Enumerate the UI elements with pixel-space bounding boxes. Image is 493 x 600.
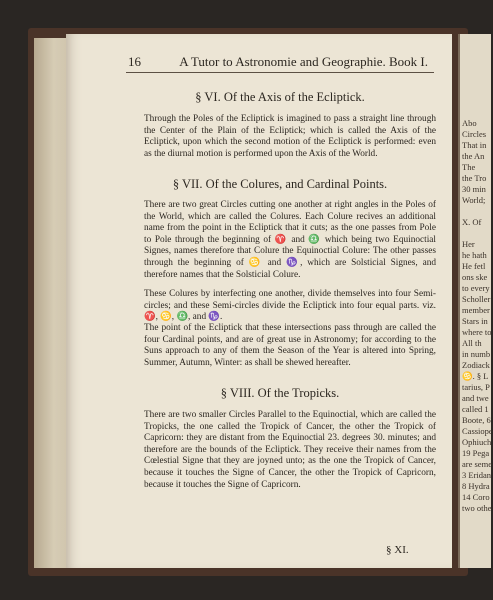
right-page-line: 8 Hydra	[462, 481, 490, 491]
right-page-line: ♋. § L	[462, 371, 489, 381]
right-page-line: 30 min	[462, 184, 486, 194]
section-heading-viii: § VIII. Of the Tropicks.	[220, 386, 340, 400]
right-page-line: called 1	[462, 404, 489, 414]
catchword: § XI.	[386, 544, 409, 556]
right-page-line	[460, 228, 491, 239]
right-page-line: Her	[462, 239, 475, 249]
section-heading-vii: § VII. Of the Colures, and Cardinal Points.	[172, 177, 388, 191]
right-page-line: he hath	[462, 250, 487, 260]
right-page-line: member	[462, 305, 490, 315]
right-page-line: Circles	[462, 129, 487, 139]
section-viii-paragraph: There are two smaller Circles Parallel to the Equinoctial, which are called the Tropicks, the one called the Tropick of Cancer, the other the Tropick of Capricorn: they are distant from the Equinoctial 23. degrees 30. minutes; and therefore are the bounds of the Ecliptick. They receive their names from the Cœlestial Signe that they are joyned unto; as the one the Tropick of Cancer, because it touches the Signe of Cancer, the other the Tropick of Capricorn, because it touches the Signe of Capricorn.	[144, 410, 436, 490]
right-page-line: two othe	[462, 503, 492, 513]
page-number: 16	[128, 54, 141, 69]
section-vii-paragraph-1: There are two great Circles cutting one another at right angles in the Poles of the World, which are called the Colures. Each Colure recives an additional name from the point in the Ecliptick that it cuts; as the one passes from Pole to Pole through the beginning of ♈ and ♎ which being two Equinoctial Signes, names therefore that Colure the Equinoctial Colure: The other passes through the beginning of ♋ and ♑, which are Solsticial Signes, and therefore names that the Solsticial Colure.	[144, 200, 436, 280]
right-page-line: Cassiope	[462, 426, 493, 436]
right-page-line	[460, 206, 491, 217]
right-page-line: where to	[462, 327, 492, 337]
right-page-line: ons ske	[462, 272, 488, 282]
right-page-edge	[458, 34, 491, 568]
right-page-line: Stars in	[462, 316, 488, 326]
right-page-line: Abo	[462, 118, 477, 128]
right-page-line: All th	[462, 338, 482, 348]
left-page	[66, 34, 452, 568]
right-page-line: and twe	[462, 393, 489, 403]
page-edges	[34, 38, 70, 568]
section-vii-paragraph-3: The point of the Ecliptick that these intersections pass through are called the four Cardinal points, and are of great use in Astronomy; for according to the Suns approach to any of them the Season of the Year is altered into Spring, Summer, Autumn, Winter: as shall be shewed hereafter.	[144, 323, 436, 368]
right-page-line: 3 Eridan	[462, 470, 492, 480]
right-page-line: in numb	[462, 349, 491, 359]
right-page-line: Boote, 6	[462, 415, 491, 425]
right-page-line: the An	[462, 151, 485, 161]
section-vi-paragraph: Through the Poles of the Ecliptick is imagined to pass a straight line through the Center of the Plain of the Ecliptick; which is called the Axis of the Ecliptick, upon which the second motion of the Ecliptick is performed: even as the diurnal motion is performed upon the Axis of the World.	[144, 114, 436, 159]
right-page-line: Zodiack	[462, 360, 490, 370]
running-head	[128, 54, 428, 70]
right-page-line: tarius, P	[462, 382, 490, 392]
right-page-line: 14 Coro	[462, 492, 490, 502]
right-page-line: Scholler	[462, 294, 491, 304]
head-rule	[126, 72, 434, 73]
right-page-line: World;	[462, 195, 486, 205]
right-page-line: 19 Pega	[462, 448, 490, 458]
right-page-line: are seme	[462, 459, 492, 469]
right-page-line: X. Of	[462, 217, 482, 227]
right-page-line: Ophiuch	[462, 437, 492, 447]
right-page-line: The	[462, 162, 476, 172]
running-title: A Tutor to Astronomie and Geographie. Book I.	[179, 54, 428, 69]
right-page-line: He fetl	[462, 261, 486, 271]
right-page-line: That in	[462, 140, 487, 150]
right-page-line: to every	[462, 283, 490, 293]
section-vii-paragraph-2: These Colures by interfecting one another, divide themselves into four Semi-circles; and these Semi-circles divide the Ecliptick into four equal parts. viz. ♈, ♋, ♎, and ♑.	[144, 289, 436, 323]
section-heading-vi: § VI. Of the Axis of the Ecliptick.	[195, 90, 365, 104]
right-page-line: the Tro	[462, 173, 487, 183]
